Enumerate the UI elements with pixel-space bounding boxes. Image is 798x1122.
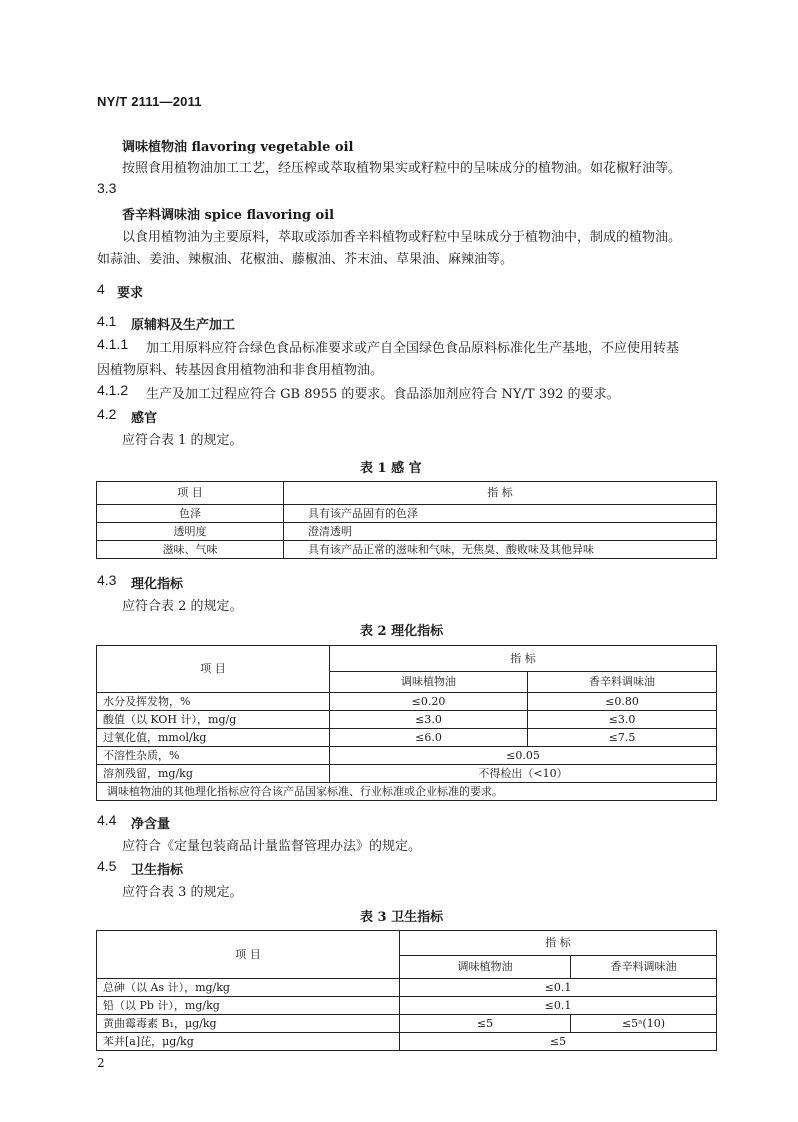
section-4-1-1-number: 4.1.1 (97, 336, 129, 352)
standard-number: NY/T 2111—2011 (97, 94, 202, 109)
definition-spice-flavoring-oil-line1: 以食用植物油为主要原料，萃取或添加香辛料植物或籽粒中呈味成分于植物油中，制成的植物油。 (122, 230, 682, 245)
table2-item: 酸值（以 KOH 计），mg/g (97, 711, 330, 729)
table1-cell: 色泽 (97, 505, 284, 523)
table2-value: ≤0.20 (330, 693, 528, 711)
section-4-1-title: 原辅料及生产加工 (131, 318, 236, 333)
table3-value: ≤5ᵃ(10) (571, 1015, 717, 1033)
table-row (97, 523, 717, 541)
section-4-5-text: 应符合表 3 的规定。 (122, 885, 243, 900)
table1-cell: 滋味、气味 (97, 541, 284, 559)
table2-value: ≤6.0 (330, 729, 528, 747)
page-number: 2 (97, 1056, 105, 1070)
table-row (97, 693, 717, 711)
table3-item: 总砷（以 As 计），mg/kg (97, 979, 400, 997)
table1-sensory (96, 481, 717, 559)
table2-physicochemical (96, 645, 717, 801)
table2-value: ≤3.0 (528, 711, 717, 729)
section-4-2-text: 应符合表 1 的规定。 (122, 433, 243, 448)
table1-cell: 透明度 (97, 523, 284, 541)
section-4-4-title: 净含量 (131, 817, 171, 832)
table1-header-item: 项 目 (97, 482, 284, 505)
table-row (97, 729, 717, 747)
table-row (97, 1015, 717, 1033)
table3-header-col1: 调味植物油 (400, 956, 571, 979)
section-4-title: 要求 (117, 286, 144, 301)
definition-spice-flavoring-oil-line2: 如蒜油、姜油、辣椒油、花椒油、藤椒油、芥末油、草果油、麻辣油等。 (97, 252, 514, 267)
table-row (97, 765, 717, 783)
section-4-3-title: 理化指标 (131, 577, 184, 592)
table-row (97, 541, 717, 559)
table-row (97, 979, 717, 997)
table-row (97, 1033, 717, 1051)
clause-number-3-3: 3.3 (97, 180, 117, 196)
table-row (97, 505, 717, 523)
table3-value: ≤5 (400, 1015, 571, 1033)
table3-value: ≤0.1 (400, 997, 717, 1015)
table3-item: 黄曲霉毒素 B₁，μg/kg (97, 1015, 400, 1033)
table2-value: 不得检出（<10） (330, 765, 717, 783)
table-row (97, 711, 717, 729)
section-4-3-text: 应符合表 2 的规定。 (122, 599, 243, 614)
table1-cell: 具有该产品固有的色泽 (284, 505, 717, 523)
section-4-1-2-number: 4.1.2 (97, 382, 129, 398)
table2-value: ≤0.05 (330, 747, 717, 765)
section-4-3-number: 4.3 (97, 572, 117, 588)
table3-header-item: 项 目 (97, 931, 400, 979)
table2-item: 水分及挥发物，% (97, 693, 330, 711)
table3-value: ≤0.1 (400, 979, 717, 997)
table1-caption: 表 1 感 官 (360, 461, 422, 476)
table1-header-index: 指 标 (284, 482, 717, 505)
table2-caption: 表 2 理化指标 (360, 624, 444, 639)
section-4-1-1-text-line1: 加工用原料应符合绿色食品标准要求或产自全国绿色食品原料标准化生产基地，不应使用转基 (146, 341, 680, 356)
table2-header-col1: 调味植物油 (330, 672, 528, 693)
table-row (97, 747, 717, 765)
section-4-4-text: 应符合《定量包装商品计量监督管理办法》的规定。 (122, 839, 422, 854)
section-4-1-1-text-line2: 因植物原料、转基因食用植物油和非食用植物油。 (97, 363, 384, 378)
section-4-1-number: 4.1 (97, 313, 117, 329)
table2-item: 不溶性杂质，% (97, 747, 330, 765)
definition-flavoring-vegetable-oil: 按照食用植物油加工工艺，经压榨或萃取植物果实或籽粒中的呈味成分的植物油。如花椒籽油等。 (122, 161, 682, 176)
table3-value: ≤5 (400, 1033, 717, 1051)
table3-header-index: 指 标 (400, 931, 717, 956)
section-4-2-title: 感官 (131, 411, 158, 426)
section-4-1-2-text: 生产及加工过程应符合 GB 8955 的要求。食品添加剂应符合 NY/T 392 的要求。 (146, 387, 620, 402)
table2-header-index: 指 标 (330, 646, 717, 672)
table2-item: 过氧化值，mmol/kg (97, 729, 330, 747)
section-4-2-number: 4.2 (97, 406, 117, 422)
section-4-5-number: 4.5 (97, 858, 117, 874)
table-row (97, 997, 717, 1015)
section-4-5-title: 卫生指标 (131, 863, 184, 878)
section-4-4-number: 4.4 (97, 812, 117, 828)
table1-cell: 澄清透明 (284, 523, 717, 541)
table2-value: ≤3.0 (330, 711, 528, 729)
table2-note: 调味植物油的其他理化指标应符合该产品国家标准、行业标准或企业标准的要求。 (97, 783, 717, 801)
table3-hygiene (96, 930, 717, 1051)
table2-value: ≤7.5 (528, 729, 717, 747)
table3-caption: 表 3 卫生指标 (360, 910, 444, 925)
table3-item: 铅（以 Pb 计），mg/kg (97, 997, 400, 1015)
table2-header-col2: 香辛料调味油 (528, 672, 717, 693)
table2-item: 溶剂残留，mg/kg (97, 765, 330, 783)
table2-value: ≤0.80 (528, 693, 717, 711)
table1-cell: 具有该产品正常的滋味和气味，无焦臭、酸败味及其他异味 (284, 541, 717, 559)
term-flavoring-vegetable-oil: 调味植物油 flavoring vegetable oil (122, 140, 354, 155)
table3-header-col2: 香辛料调味油 (571, 956, 717, 979)
table2-header-item: 项 目 (97, 646, 330, 693)
term-spice-flavoring-oil: 香辛料调味油 spice flavoring oil (122, 208, 335, 223)
table3-item: 苯并[a]芘，μg/kg (97, 1033, 400, 1051)
section-4-number: 4 (97, 281, 105, 297)
